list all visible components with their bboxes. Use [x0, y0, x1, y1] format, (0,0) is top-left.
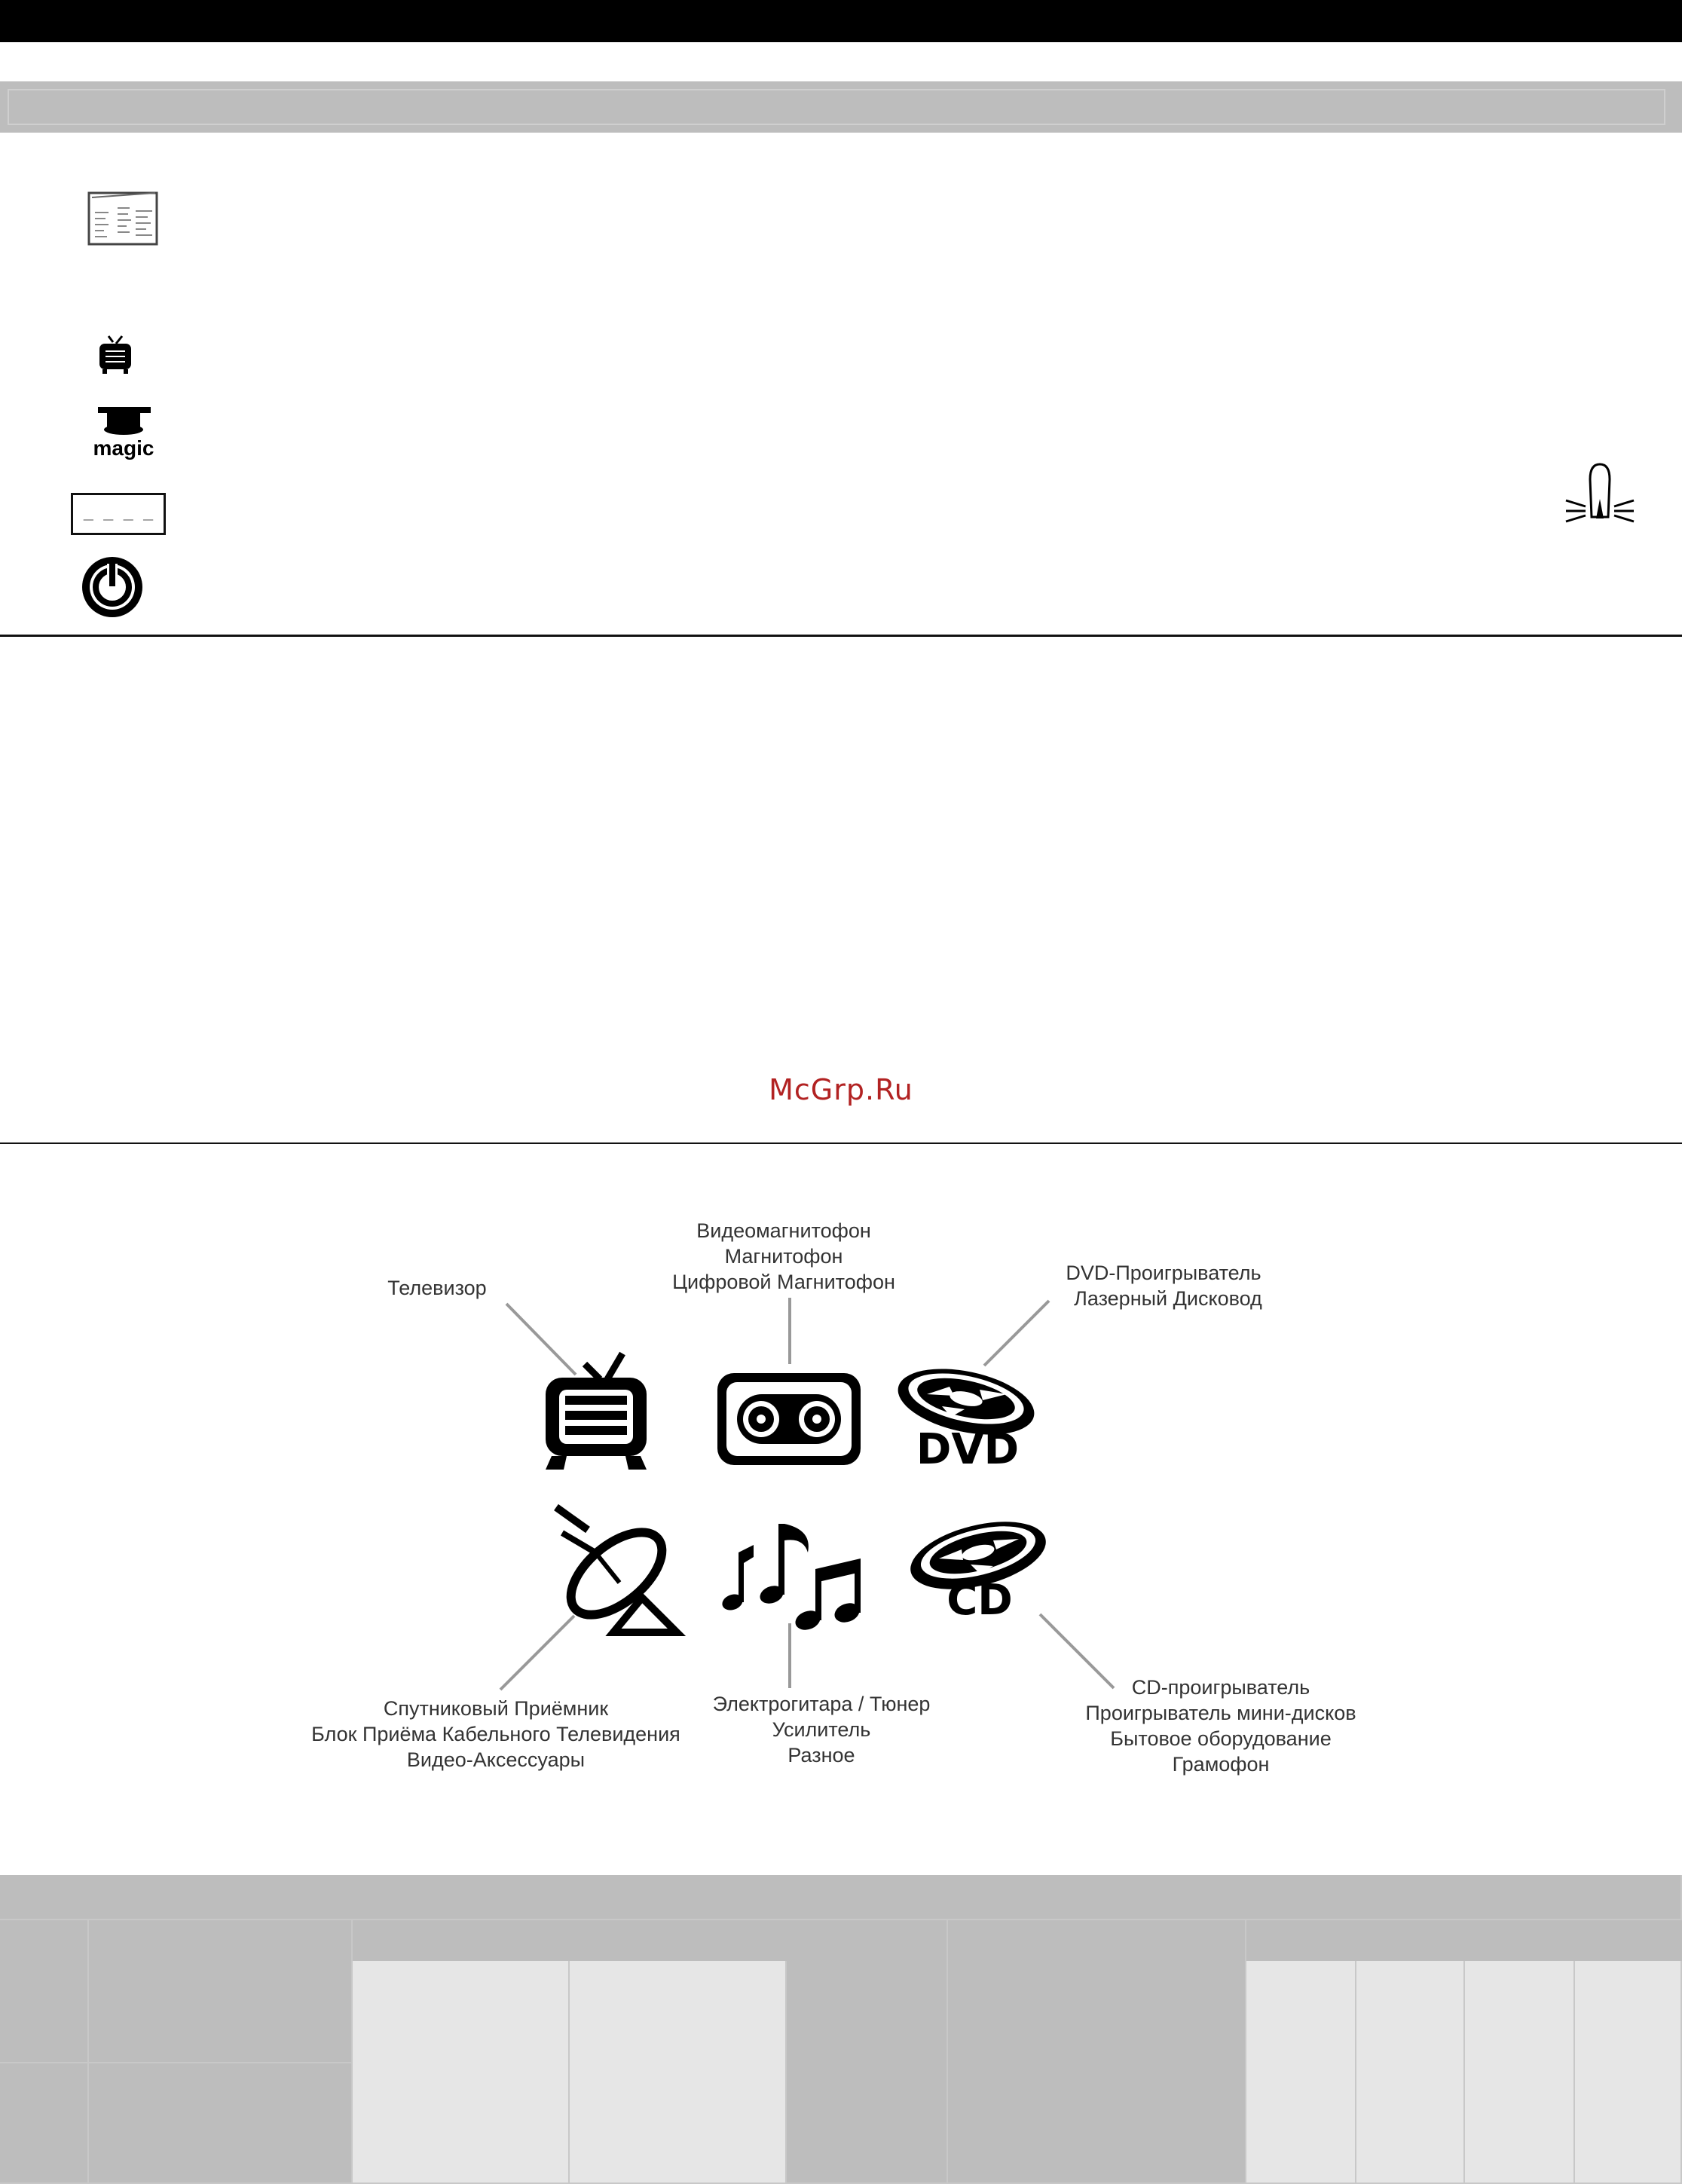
footer-divider — [1463, 1961, 1465, 2184]
dvd-disc-icon — [892, 1358, 1041, 1474]
device-label: Телевизор — [387, 1277, 487, 1299]
footer-tile — [89, 1920, 353, 2063]
device-label: Электрогитара / Тюнер — [712, 1693, 931, 1715]
watermark: McGrp.Ru — [769, 1073, 913, 1106]
device-label: Видео-Аксессуары — [406, 1748, 586, 1771]
label-tv — [387, 1277, 486, 1299]
device-label: DVD-Проигрыватель — [1066, 1262, 1262, 1284]
cd-badge: CD — [947, 1576, 1013, 1625]
magic-hat-icon — [84, 405, 163, 460]
section-divider — [0, 635, 1682, 637]
device-diagram — [0, 1176, 1682, 1809]
leader-line — [506, 1304, 576, 1375]
footer-tile — [89, 2063, 353, 2184]
device-label: Блок Приёма Кабельного Телевидения — [311, 1723, 680, 1745]
footer-tile — [0, 1920, 89, 2063]
section-divider — [0, 1142, 1682, 1144]
device-label: Разное — [787, 1744, 855, 1766]
dvd-badge: DVD — [916, 1425, 1020, 1474]
top-bar — [0, 0, 1682, 42]
leader-line — [1040, 1614, 1114, 1688]
footer-divider — [1573, 1961, 1575, 2184]
leader-line — [500, 1616, 574, 1690]
label-cd — [1085, 1676, 1356, 1776]
device-label: Грамофон — [1172, 1753, 1270, 1776]
music-notes-icon — [720, 1524, 862, 1633]
footer-tile — [948, 1920, 1246, 2184]
power-icon — [80, 555, 145, 619]
label-dvd — [1066, 1262, 1262, 1310]
footer-strip — [0, 1875, 1682, 1920]
device-label: Усилитель — [772, 1718, 871, 1741]
indicator-light-icon — [1563, 460, 1637, 532]
cd-disc-icon — [904, 1510, 1053, 1625]
device-label: Цифровой Магнитофон — [672, 1271, 895, 1293]
footer-divider — [1355, 1961, 1356, 2184]
section-header-frame — [8, 89, 1665, 125]
device-label: Бытовое оборудование — [1110, 1727, 1332, 1750]
label-sat — [311, 1697, 680, 1771]
footer-tile — [0, 2063, 89, 2184]
guide-booklet-icon — [87, 190, 160, 247]
footer-tile — [787, 1920, 948, 2184]
device-label: Проигрыватель мини-дисков — [1085, 1702, 1356, 1724]
footer-tile-light — [353, 1961, 787, 2184]
tv-icon — [546, 1354, 647, 1470]
tv-small-icon — [96, 335, 136, 377]
device-label: Лазерный Дисковод — [1074, 1287, 1262, 1310]
label-audio — [713, 1693, 931, 1766]
device-label: Видеомагнитофон — [696, 1219, 871, 1242]
code-display-icon: _ _ _ _ — [71, 493, 166, 535]
leader-line — [984, 1301, 1049, 1366]
magic-label: magic — [93, 436, 154, 460]
label-vcr — [672, 1219, 895, 1293]
footer-divider — [568, 1961, 570, 2184]
cassette-icon — [717, 1373, 861, 1465]
footer-band — [0, 1875, 1682, 2184]
device-label: Магнитофон — [724, 1245, 843, 1268]
device-label: Спутниковый Приёмник — [383, 1697, 609, 1720]
device-label: CD-проигрыватель — [1131, 1676, 1310, 1699]
satellite-dish-icon — [556, 1507, 677, 1632]
